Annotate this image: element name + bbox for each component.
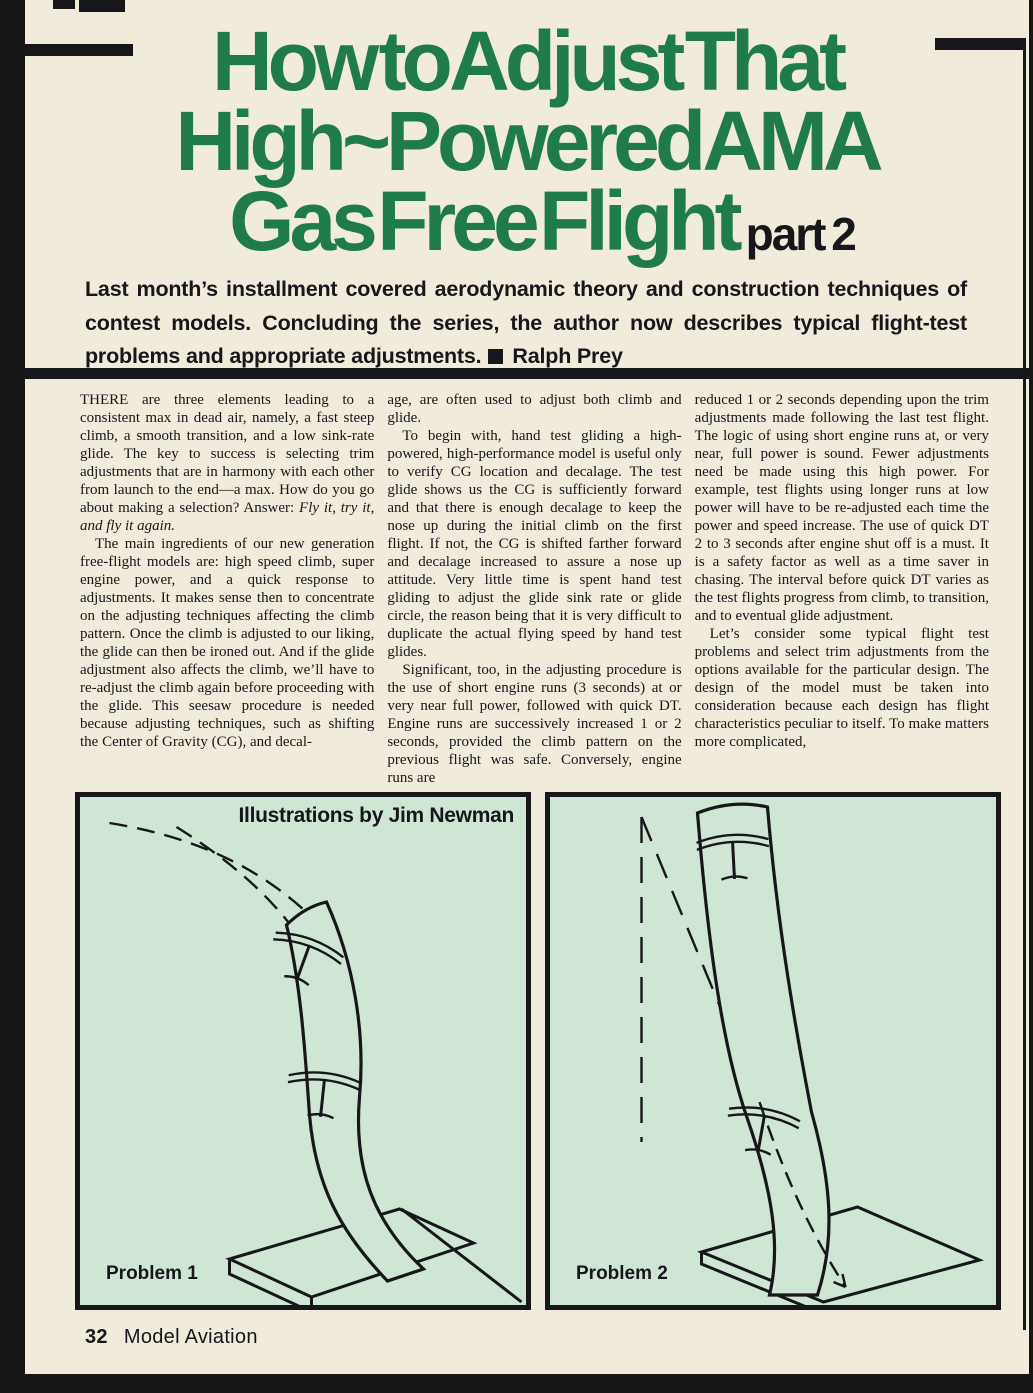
- paragraph-text: age, are often used to adjust both climb and glide.: [387, 392, 682, 426]
- dashed-trajectory-line: [110, 823, 324, 929]
- descent-arrowhead: [834, 1274, 846, 1287]
- title-flourish-bar-left: [25, 44, 133, 56]
- paragraph-text: To begin with, hand test gliding a high-powered, high-performance model is useful only to verify CG location and decalage. The test glide shows us the CG is sufficiently forward and that there is enough decalage to keep the nose up during the initial climb on the first flight. If not, the CG is shifted farther forward and decalage increased to assure a nose up attitude. Very little time is spent hand test gliding to adjust the glide sink rate or glide circle, the reason being that it is very difficult to duplicate the actual flying speed by hand test glides.: [387, 428, 682, 660]
- climb-path-ribbon: [287, 902, 424, 1281]
- figure-label-problem-2: Problem 2: [576, 1263, 668, 1284]
- title-line-2: High~Powered AMA: [175, 93, 879, 188]
- body-paragraph: [80, 391, 374, 535]
- page-surface: [25, 0, 1029, 1374]
- title-line-3: [25, 173, 1029, 268]
- article-title: [25, 14, 1029, 268]
- launch-base: [702, 1207, 980, 1302]
- body-paragraph: [695, 625, 989, 751]
- illustration-section: [75, 792, 1001, 1310]
- body-paragraph: [387, 391, 681, 427]
- title-line-3-text: Gas Free Flight: [229, 173, 738, 268]
- title-flourish-bar-right: [935, 38, 1023, 50]
- body-paragraph: [80, 535, 374, 751]
- body-column-1: [80, 391, 374, 789]
- illustration-credit: Illustrations by Jim Newman: [238, 804, 514, 827]
- figure-label-problem-1: Problem 1: [106, 1263, 198, 1284]
- body-paragraph: [387, 427, 681, 661]
- author-byline: Ralph Prey: [512, 344, 623, 369]
- body-column-2: [387, 391, 681, 789]
- article-masthead: [25, 0, 1029, 368]
- article-body: [80, 391, 989, 789]
- paragraph-text: Let’s consider some typical flight test problems and select trim adjustments from the options available for the particular design. The design of the model must be taken into consideration because each design has flight characteristics peculiar to itself. To make matters more complicated,: [694, 626, 989, 750]
- paragraph-text: Significant, too, in the adjusting procedure is the use of short engine runs (3 seconds) at or very near full power, followed with quick DT. Engine runs are successively increased 1 or 2 seconds, provided the climb pattern on the previous flight was safe. Conversely, engine runs are: [387, 662, 682, 786]
- figure-panel-problem-2: [545, 792, 1001, 1310]
- article-deck: [85, 273, 967, 373]
- paragraph-text: The main ingredients of our new generation free-flight models are: high speed climb, super engine power, and a quick response to adjustments. It makes sense then to concentrate on the adjusting techniques affecting the climb pattern. Once the climb is adjusted to our liking, the glide can then be ironed out. And if the glide adjustment also affects the climb, we’ll have to re-adjust the climb again before proceeding with the glide. This seesaw procedure is needed because adjusting techniques, such as shifting the Center of Gravity (CG), and decal-: [80, 536, 375, 750]
- title-part-suffix: part 2: [745, 207, 855, 260]
- page-number: 32: [85, 1326, 108, 1348]
- deck-text: Last month’s installment covered aerodynamic theory and construction techniques of contest models. Concluding the series, the author now describes typical flight-test problems and appropriate adjustments.: [85, 277, 967, 369]
- page-footer: [85, 1326, 258, 1349]
- body-paragraph: [695, 391, 989, 625]
- figure-panel-problem-1: [75, 792, 531, 1310]
- paragraph-text: reduced 1 or 2 seconds depending upon the trim adjustments made following the last test flight. The logic of using short engine runs at, or very near, full power is sound. Fewer adjustments need be made using this high power. For example, test flights using longer runs at low power will have to be re-adjusted each time the power and speed increase. The use of quick DT 2 to 3 seconds after engine shut off is a must. It is a safety factor as well as a time saver in chasing. The interval before quick DT varies as the test flights progress from climb, to transition, and to eventual glide adjustment.: [694, 392, 989, 624]
- magazine-title: Model Aviation: [123, 1326, 258, 1348]
- flight-path-illustration-1: [80, 797, 526, 1305]
- title-line-1: How to Adjust That: [211, 14, 843, 108]
- base-diagonal-line: [402, 1209, 522, 1302]
- body-paragraph: [387, 661, 681, 787]
- body-column-3: [695, 391, 989, 789]
- paragraph-italic-text: Fly it, try it, and fly it again.: [80, 500, 375, 534]
- byline-square-marker: [488, 349, 503, 364]
- section-divider-bar: [25, 368, 1029, 379]
- flight-path-illustration-2: [550, 797, 996, 1305]
- paragraph-text: THERE are three elements leading to a consistent max in dead air, namely, a fast steep climb, a smooth transition, and a low sink-rate glide. The key to success is selecting trim adjustments that are in harmony with each other from launch to the end—a max. How do you go about making a selection? Answer:: [80, 392, 375, 516]
